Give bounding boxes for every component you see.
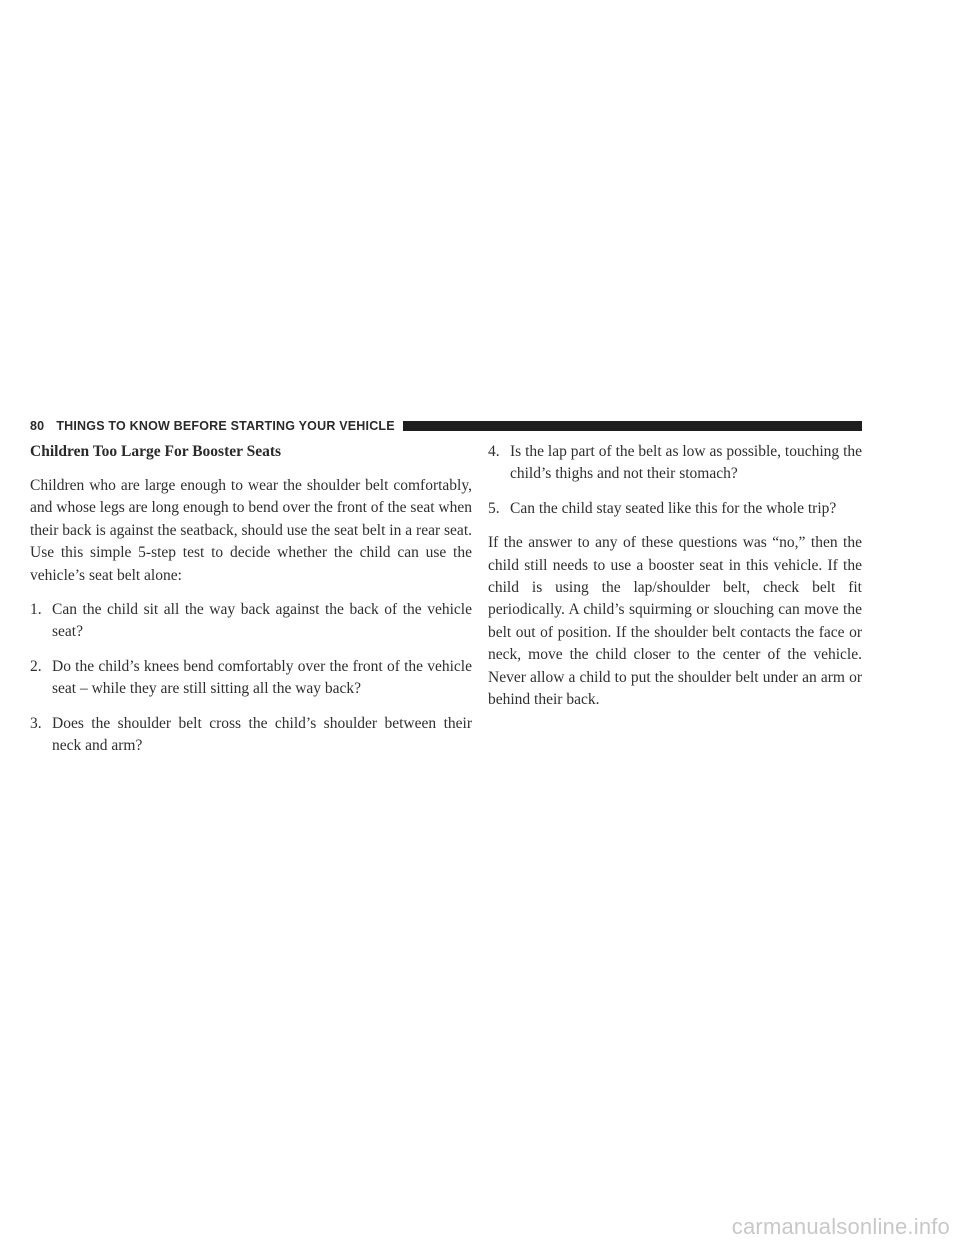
intro-paragraph: Children who are large enough to wear the shoulder belt comfortably, and whose legs are long enough to bend over the front of the seat when their back is against the seatback, should use the seat belt in a rear seat. Use this simple 5-step test to decide whether the child can use the vehicle’s seat belt alone: bbox=[30, 477, 472, 584]
watermark-link[interactable]: carmanualsonline.info bbox=[731, 1214, 950, 1239]
list-number: 3. bbox=[30, 714, 42, 732]
list-number: 5. bbox=[488, 499, 500, 517]
section-title: THINGS TO KNOW BEFORE STARTING YOUR VEHICLE bbox=[56, 419, 395, 433]
closing-paragraph: If the answer to any of these questions was “no,” then the child still needs to use a booster seat in this vehicle. If the child is using the lap/shoulder belt, check belt fit periodically. A child’s squirming or slouching can move the belt out of position. If the shoulder belt contacts the face or neck, move the child closer to the center of the vehicle. Never allow a child to put the shoulder belt under an arm or behind their back. bbox=[488, 534, 862, 709]
list-text: Do the child’s knees bend comfortably over the front of the vehicle seat – while they are still sitting all the way back? bbox=[52, 657, 472, 698]
left-column bbox=[30, 441, 472, 769]
right-column bbox=[488, 441, 862, 723]
list-text: Does the shoulder belt cross the child’s shoulder between their neck and arm? bbox=[52, 714, 472, 755]
subsection-heading: Children Too Large For Booster Seats bbox=[30, 443, 282, 460]
list-text: Is the lap part of the belt as low as possible, touching the child’s thighs and not their stomach? bbox=[510, 443, 862, 483]
list-number: 2. bbox=[30, 657, 42, 675]
header-rule bbox=[403, 421, 862, 431]
page-header bbox=[30, 418, 862, 434]
list-item bbox=[488, 498, 862, 520]
list-item bbox=[30, 599, 472, 644]
list-text: Can the child sit all the way back against the back of the vehicle seat? bbox=[52, 601, 472, 641]
page-number: 80 bbox=[30, 419, 45, 433]
list-text: Can the child stay seated like this for the whole trip? bbox=[510, 499, 837, 517]
list-number: 4. bbox=[488, 443, 500, 460]
list-item bbox=[30, 656, 472, 701]
list-item bbox=[488, 441, 862, 486]
list-item bbox=[30, 713, 472, 758]
list-number: 1. bbox=[30, 601, 42, 619]
